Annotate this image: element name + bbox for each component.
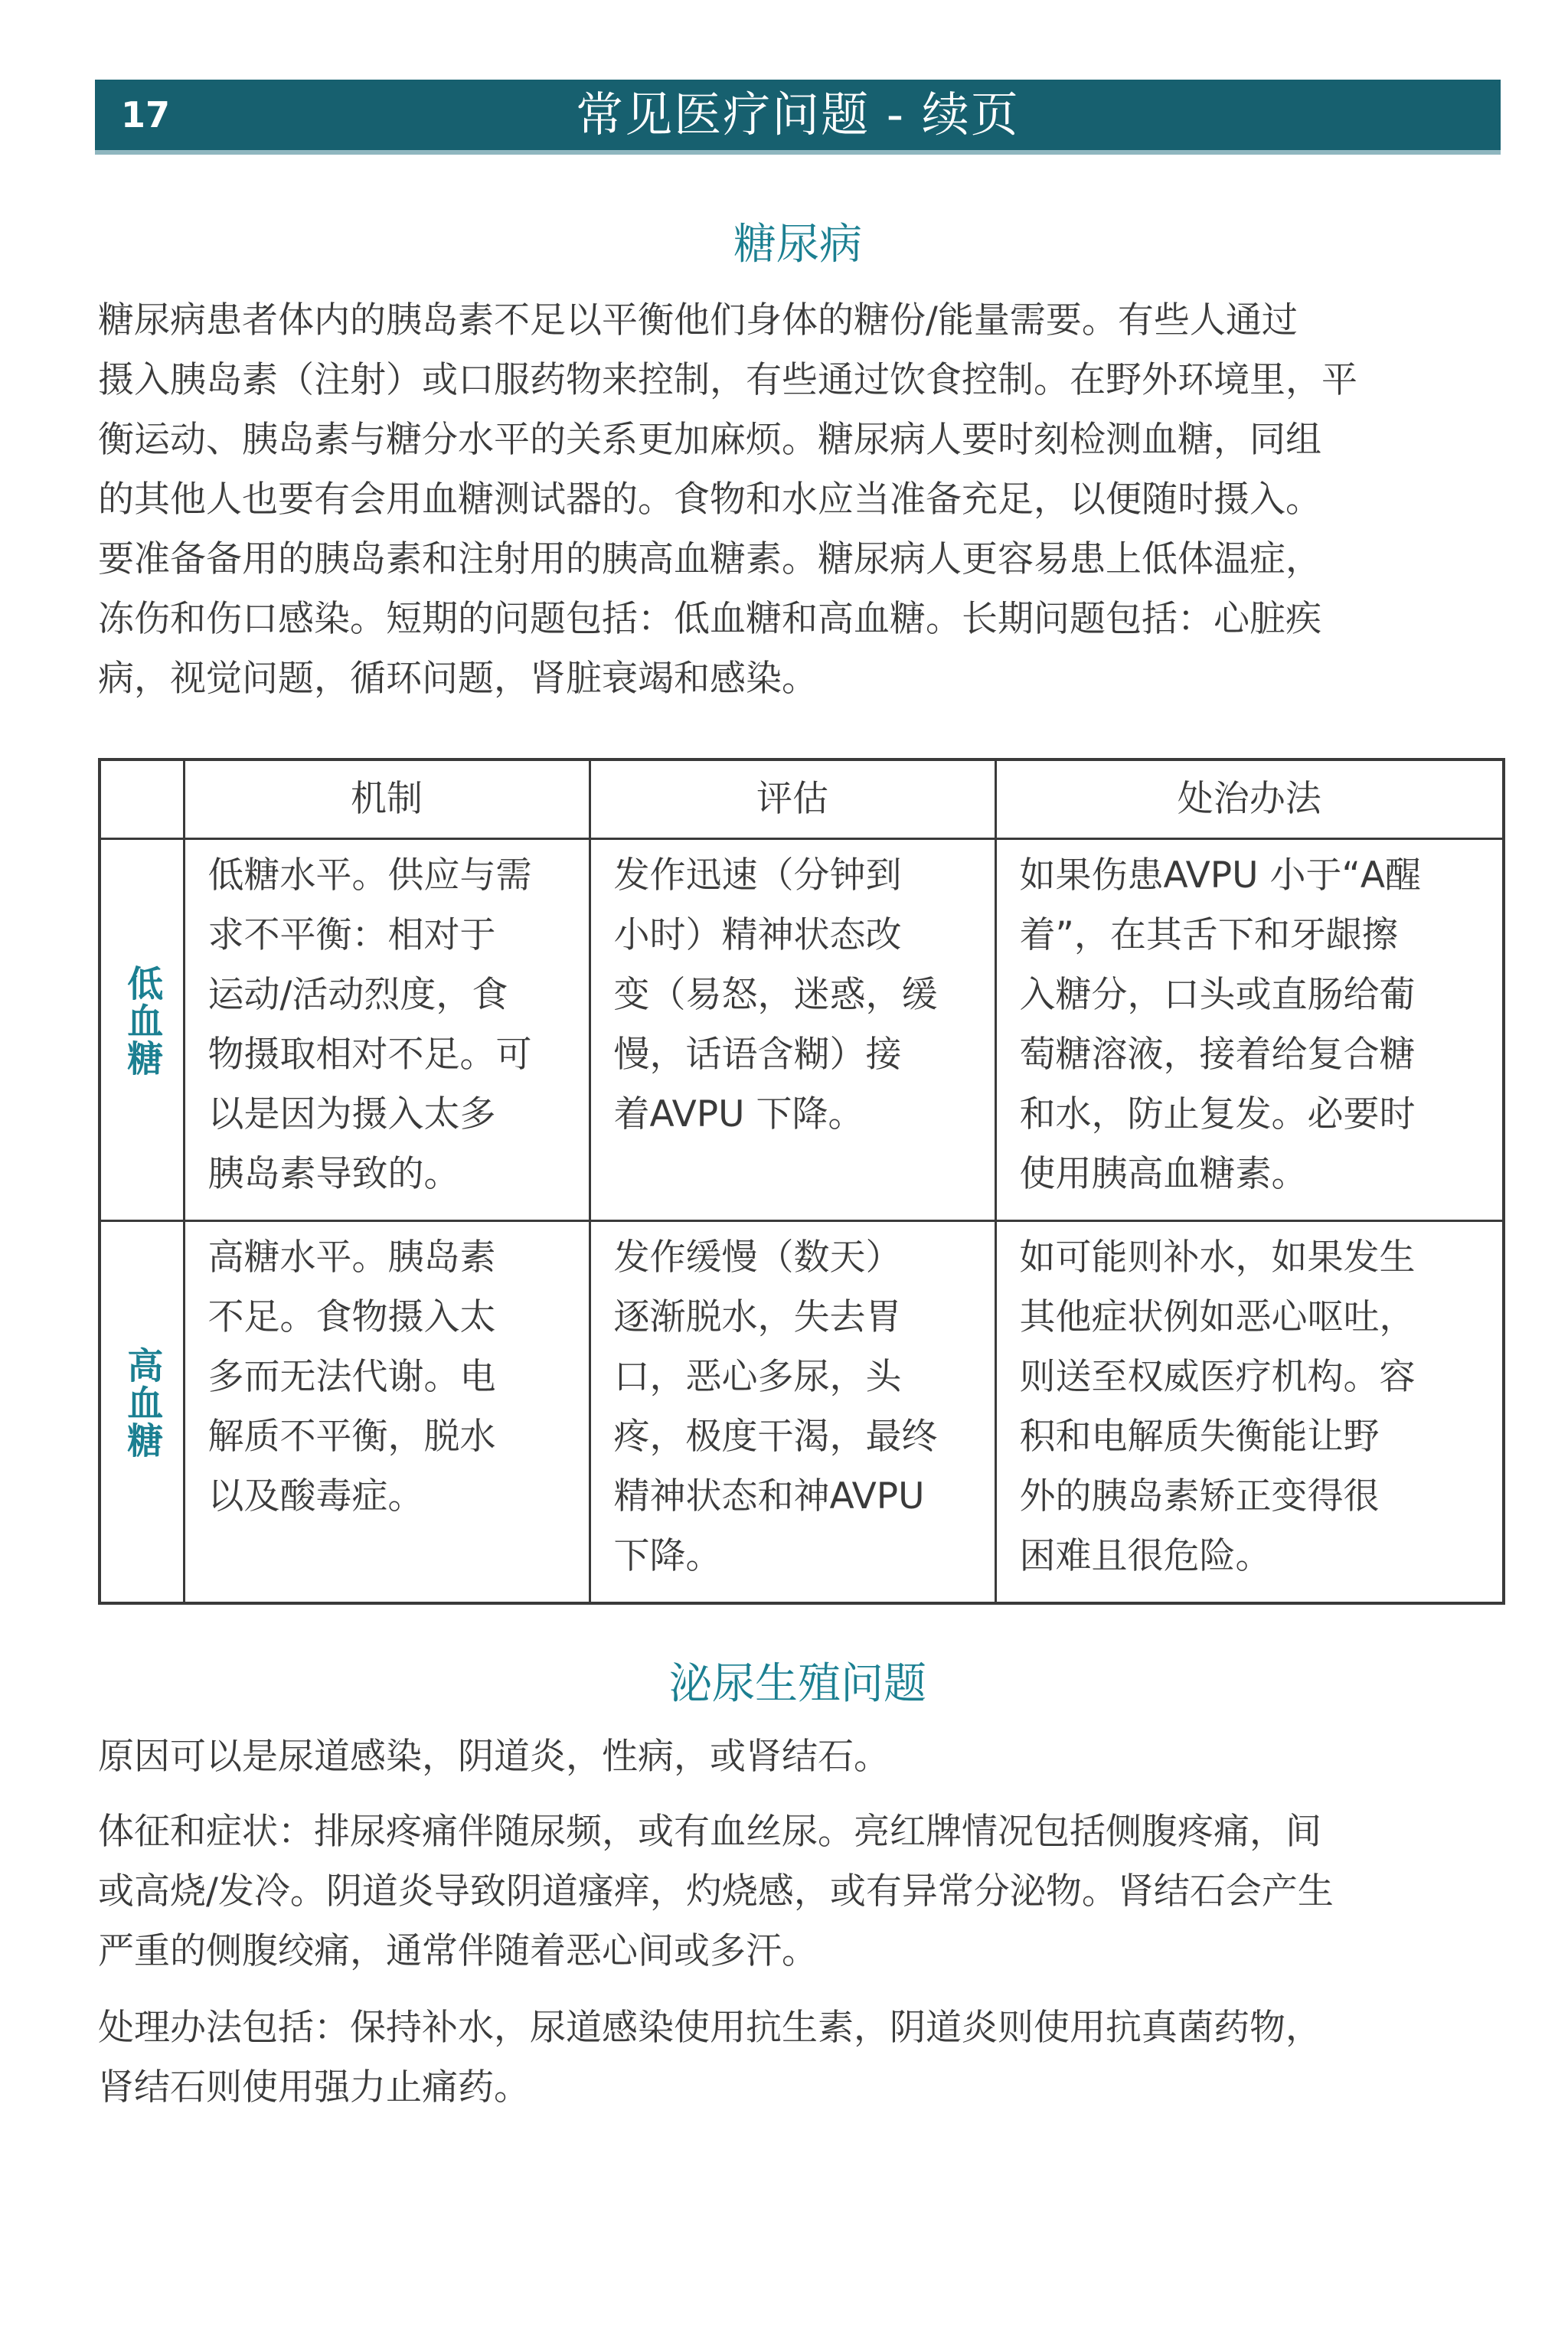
cell-line: 运动/活动烈度，食	[207, 974, 508, 1016]
cell-line: 外的胰岛素矫正变得很	[1019, 1475, 1380, 1517]
column-header-mechanism: 机制	[184, 760, 590, 839]
cell-line: 精神状态和神AVPU	[613, 1475, 925, 1517]
cell-line: 萄糖溶液，接着给复合糖	[1019, 1034, 1416, 1076]
cell-line: 高糖水平。胰岛素	[207, 1236, 496, 1279]
cell-line: 胰岛素导致的。	[207, 1153, 460, 1195]
text-line: 糖尿病患者体内的胰岛素不足以平衡他们身体的糖份/能量需要。有些人通过	[98, 299, 1298, 341]
cell-line: 困难且很危险。	[1019, 1535, 1272, 1577]
row-header-cell	[100, 1221, 184, 1604]
text-line: 体征和症状：排尿疼痛伴随尿频，或有血丝尿。亮红牌情况包括侧腹疼痛，间	[98, 1811, 1321, 1853]
cell-line: 小时）精神状态改	[613, 914, 902, 956]
assessment-cell	[590, 839, 995, 1221]
section-title-urogenital: 泌尿生殖问题	[669, 1659, 926, 1709]
row-label-hyperglycemia: 高血糖	[121, 1346, 164, 1459]
mechanism-cell	[184, 839, 590, 1221]
page-header	[95, 80, 1501, 155]
cell-line: 低糖水平。供应与需	[207, 854, 532, 897]
table-row-hypoglycemia	[100, 839, 1504, 1221]
column-header-assessment: 评估	[590, 760, 995, 839]
cell-line: 逐渐脱水，失去胃	[613, 1296, 902, 1338]
cell-line: 不足。食物摄入太	[207, 1296, 496, 1338]
cell-line: 积和电解质失衡能让野	[1019, 1416, 1380, 1458]
diabetes-paragraph	[98, 291, 1499, 709]
cell-line: 如果伤患AVPU 小于“A醒	[1019, 854, 1421, 897]
cell-line: 发作迅速（分钟到	[613, 854, 902, 897]
text-line: 的其他人也要有会用血糖测试器的。食物和水应当准备充足，以便随时摄入。	[98, 479, 1321, 521]
text-line: 严重的侧腹绞痛，通常伴随着恶心间或多汗。	[98, 1930, 818, 1972]
cell-line: 着”，在其舌下和牙龈擦	[1019, 914, 1398, 956]
text-line: 处理办法包括：保持补水，尿道感染使用抗生素，阴道炎则使用抗真菌药物，	[98, 2007, 1321, 2049]
section-title-diabetes: 糖尿病	[733, 220, 862, 270]
cell-line: 则送至权威医疗机构。容	[1019, 1356, 1416, 1398]
treatment-cell	[995, 1221, 1504, 1604]
cell-line: 物摄取相对不足。可	[207, 1034, 532, 1076]
text-line: 肾结石则使用强力止痛药。	[98, 2066, 530, 2109]
text-line: 冻伤和伤口感染。短期的问题包括：低血糖和高血糖。长期问题包括：心脏疾	[98, 598, 1321, 640]
cell-line: 求不平衡：相对于	[207, 914, 496, 956]
table-corner-cell	[100, 760, 184, 839]
cell-line: 着AVPU 下降。	[613, 1093, 864, 1135]
cell-line: 下降。	[613, 1535, 722, 1577]
cell-line: 疼，极度干渴，最终	[613, 1416, 938, 1458]
text-line: 原因可以是尿道感染，阴道炎，性病，或肾结石。	[98, 1736, 890, 1778]
cell-line: 变（易怒，迷惑，缓	[613, 974, 938, 1016]
urogenital-causes	[98, 1727, 1499, 1787]
cell-line: 如可能则补水，如果发生	[1019, 1236, 1416, 1279]
cell-line: 多而无法代谢。电	[207, 1356, 496, 1398]
page-title: 常见医疗问题 - 续页	[576, 87, 1020, 142]
text-line: 病，视觉问题，循环问题，肾脏衰竭和感染。	[98, 658, 818, 700]
text-line: 衡运动、胰岛素与糖分水平的关系更加麻烦。糖尿病人要时刻检测血糖，同组	[98, 419, 1321, 461]
table-row-hyperglycemia	[100, 1221, 1504, 1604]
cell-line: 入糖分，口头或直肠给葡	[1019, 974, 1416, 1016]
cell-line: 慢，话语含糊）接	[613, 1034, 902, 1076]
table-header-row	[100, 760, 1504, 839]
cell-line: 以是因为摄入太多	[207, 1093, 496, 1135]
urogenital-treatment	[98, 1998, 1499, 2118]
treatment-cell	[995, 839, 1504, 1221]
page-number: 17	[121, 94, 171, 136]
text-line: 或高烧/发冷。阴道炎导致阴道瘙痒，灼烧感，或有异常分泌物。肾结石会产生	[98, 1870, 1334, 1913]
cell-line: 和水，防止复发。必要时	[1019, 1093, 1416, 1135]
mechanism-cell	[184, 1221, 590, 1604]
row-header-cell	[100, 839, 184, 1221]
diabetes-table	[98, 758, 1505, 1605]
column-header-treatment: 处治办法	[995, 760, 1504, 839]
cell-line: 解质不平衡，脱水	[207, 1416, 496, 1458]
cell-line: 使用胰高血糖素。	[1019, 1153, 1308, 1195]
cell-line: 以及酸毒症。	[207, 1475, 424, 1517]
cell-line: 发作缓慢（数天）	[613, 1236, 902, 1279]
text-line: 摄入胰岛素（注射）或口服药物来控制，有些通过饮食控制。在野外环境里，平	[98, 359, 1357, 401]
text-line: 要准备备用的胰岛素和注射用的胰高血糖素。糖尿病人更容易患上低体温症，	[98, 538, 1321, 580]
row-label-hypoglycemia: 低血糖	[121, 964, 164, 1077]
urogenital-symptoms	[98, 1802, 1499, 1981]
cell-line: 其他症状例如恶心呕吐，	[1019, 1296, 1416, 1338]
assessment-cell	[590, 1221, 995, 1604]
cell-line: 口，恶心多尿，头	[613, 1356, 902, 1398]
